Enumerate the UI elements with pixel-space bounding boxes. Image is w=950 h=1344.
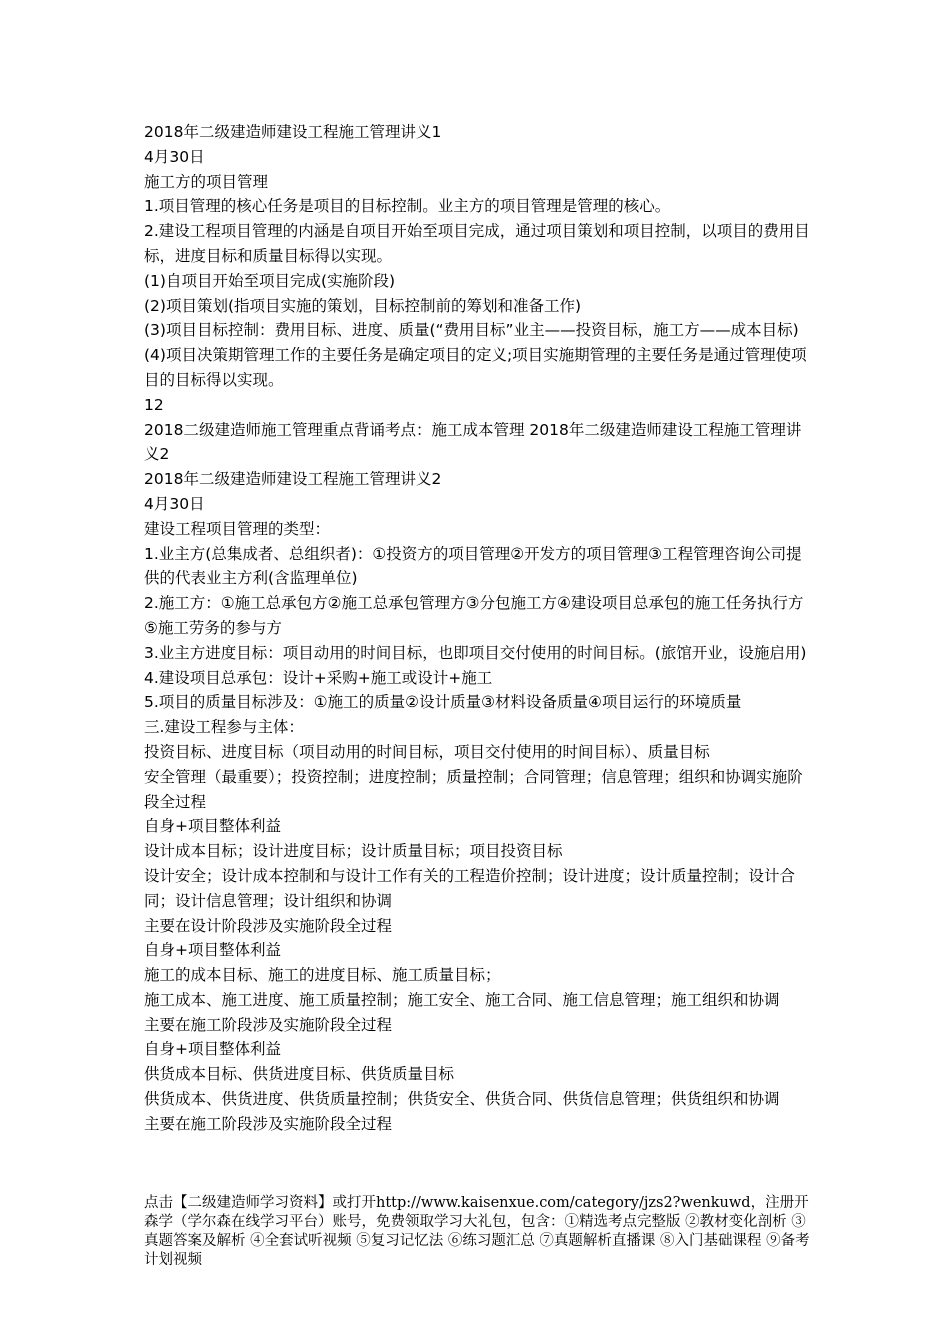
text-line: 建设工程项目管理的类型： [144,519,331,538]
text-line: 施工的成本目标、施工的进度目标、施工质量目标； [144,966,501,985]
text-line: 供货成本、供货进度、供货质量控制；供货安全、供货合同、供货信息管理；供货组织和协调 [144,1090,780,1109]
text-line: 自身+项目整体利益 [144,941,281,960]
text-line: (1)自项目开始至项目完成(实施阶段) [144,271,396,290]
footer-url-link[interactable]: http://www.kaisenxue.com/category/jzs2?wenkuwd [376,1195,751,1211]
document-body [144,120,814,1137]
text-line: 主要在设计阶段涉及实施阶段全过程 [144,916,393,935]
text-line: 5.项目的质量目标涉及：①施工的质量②设计质量③材料设备质量④项目运行的环境质量 [144,693,742,712]
text-line: (4)项目决策期管理工作的主要任务是确定项目的定义;项目实施期管理的主要任务是通过管理使项目的目标得以实现。 [144,346,807,389]
text-line: 2.建设工程项目管理的内涵是自项目开始至项目完成，通过项目策划和项目控制，以项目的费用目标，进度目标和质量目标得以实现。 [144,222,810,265]
text-line: 12 [144,395,164,414]
text-line: (2)项目策划(指项目实施的策划，目标控制前的筹划和准备工作) [144,296,582,315]
text-line: 安全管理（最重要）；投资控制；进度控制；质量控制；合同管理；信息管理；组织和协调实施阶段全过程 [144,767,803,811]
text-line: 投资目标、进度目标（项目动用的时间目标，项目交付使用的时间目标）、质量目标 [144,742,710,761]
text-line: 设计安全；设计成本控制和与设计工作有关的工程造价控制；设计进度；设计质量控制；设计合同；设计信息管理；设计组织和协调 [144,866,796,910]
text-line: 2.施工方：①施工总承包方②施工总承包管理方③分包施工方④建设项目总承包的施工任务执行方⑤施工劳务的参与方 [144,594,804,637]
text-line: 3.业主方进度目标：项目动用的时间目标，也即项目交付使用的时间目标。(旅馆开业，设施启用) [144,643,807,662]
text-line: 1.业主方(总集成者、总组织者)：①投资方的项目管理②开发方的项目管理③工程管理咨询公司提供的代表业主方利(含监理单位) [144,544,802,588]
text-line: 4月30日 [144,494,205,513]
text-line: (3)项目目标控制：费用目标、进度、质量(“费用目标”业主——投资目标，施工方——成本目标) [144,321,799,340]
text-line: 三.建设工程参与主体： [144,718,304,737]
text-line: 2018年二级建造师建设工程施工管理讲义2 [144,470,442,489]
text-line: 自身+项目整体利益 [144,1040,281,1059]
text-line: 4月30日 [144,147,205,166]
footer-prefix-link[interactable]: 点击【二级建造师学习资料】或打开 [144,1195,376,1211]
text-line: 4.建设项目总承包：设计+采购+施工或设计+施工 [144,668,493,687]
promo-footer [144,1194,814,1270]
text-line: 施工成本、施工进度、施工质量控制；施工安全、施工合同、施工信息管理；施工组织和协调 [144,990,780,1009]
text-line: 2018二级建造师施工管理重点背诵考点：施工成本管理 2018年二级建造师建设工程施工管理讲义2 [144,420,802,464]
text-line: 设计成本目标；设计进度目标；设计质量目标；项目投资目标 [144,842,563,861]
text-line: 2018年二级建造师建设工程施工管理讲义1 [144,123,442,141]
text-line: 自身+项目整体利益 [144,817,281,836]
text-line: 1.项目管理的核心任务是项目的目标控制。业主方的项目管理是管理的核心。 [144,197,671,216]
text-line: 供货成本目标、供货进度目标、供货质量目标 [144,1065,455,1084]
text-line: 主要在施工阶段涉及实施阶段全过程 [144,1015,393,1034]
text-line: 施工方的项目管理 [144,172,269,191]
text-line: 主要在施工阶段涉及实施阶段全过程 [144,1114,393,1133]
footer-description: ，注册开森学（学尔森在线学习平台）账号，免费领取学习大礼包，包含：①精选考点完整版 ②教材变化剖析 ③真题答案及解析 ④全套试听视频 ⑤复习记忆法 ⑥练习题汇总 ⑦真题解析直播课 ⑧入门基础课程 ⑨备考计划视频 [144,1195,810,1268]
